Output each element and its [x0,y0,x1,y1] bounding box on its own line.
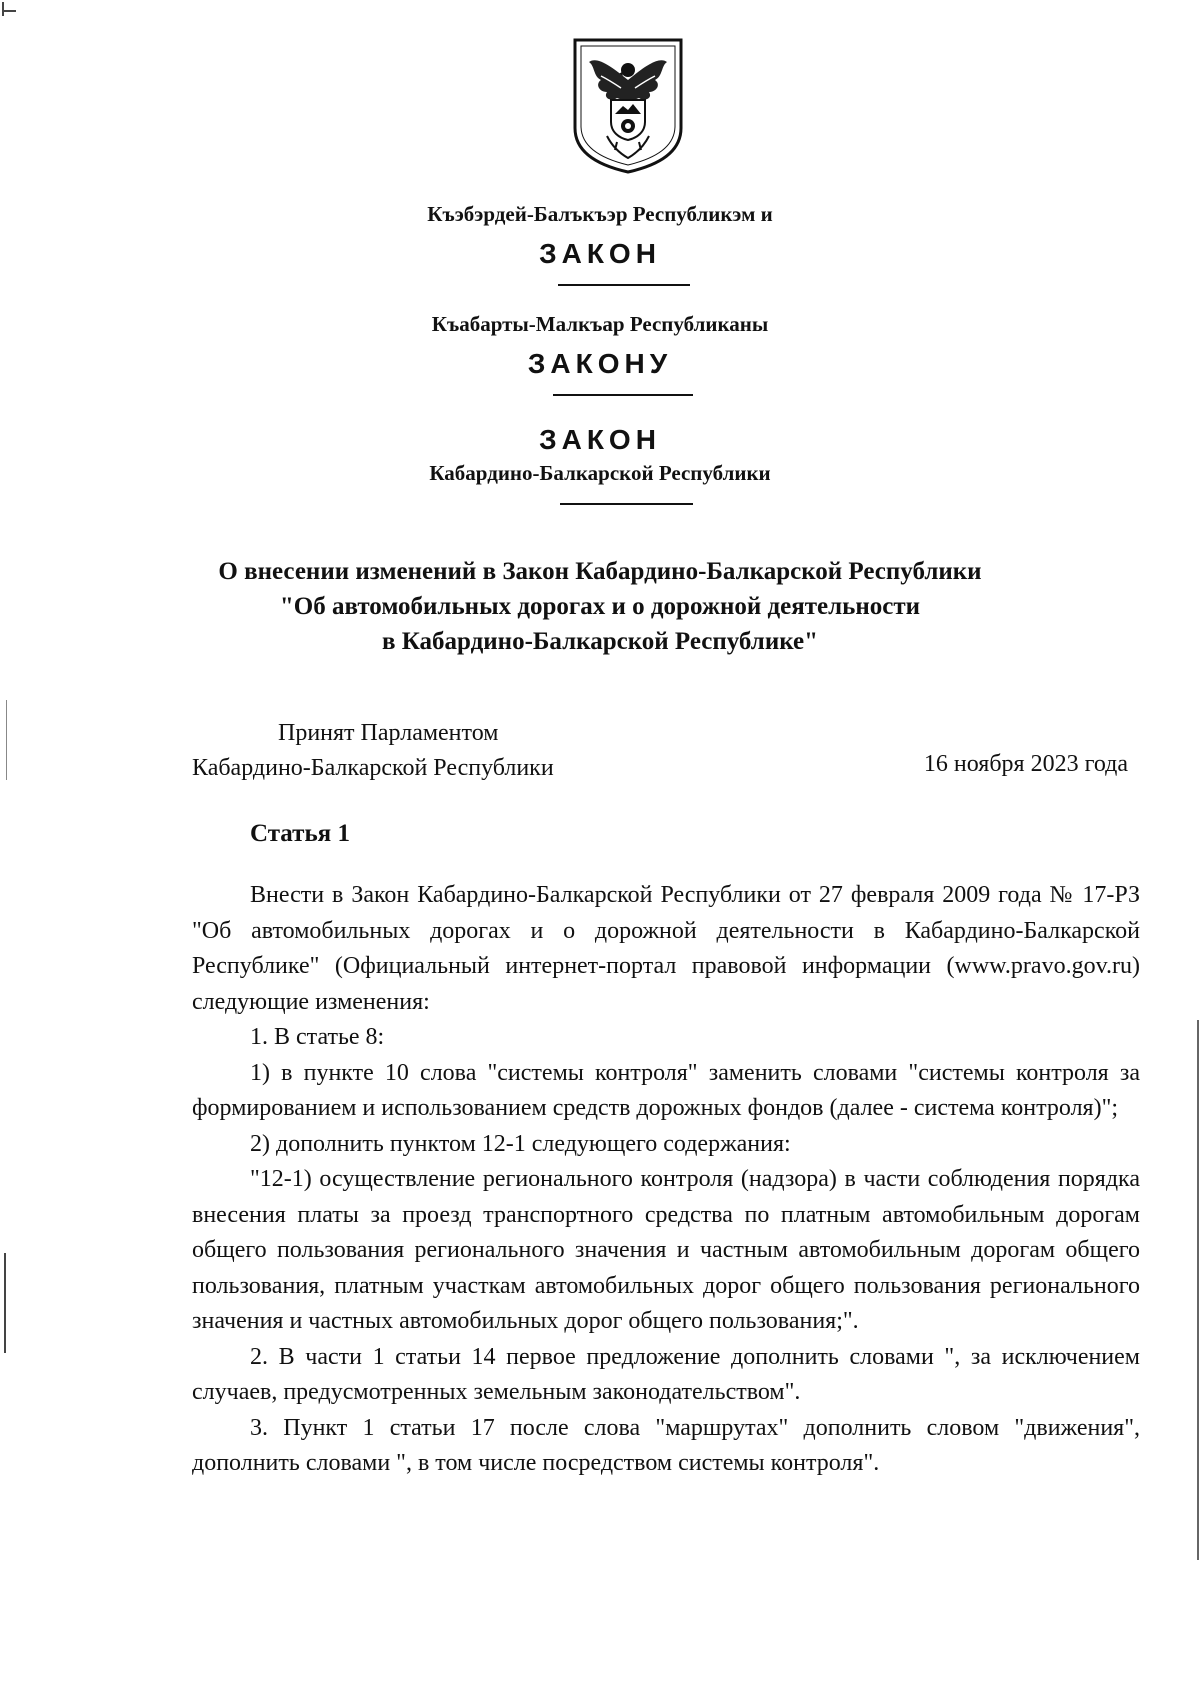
divider-line [560,503,693,505]
adopted-by-parliament: Кабардино-Балкарской Республики [192,755,554,781]
law-title-line: "Об автомобильных дорогах и о дорожной деятельности [279,593,921,620]
article-paragraph: 2) дополнить пунктом 12-1 следующего содержания: [250,1130,791,1157]
article-heading: Статья 1 [250,820,350,847]
kabardian-republic-name: Къэбэрдей-Балъкъэр Республикэм и [427,202,773,226]
divider-line [558,284,690,286]
scan-mark-left [6,700,7,780]
law-title-line: О внесении изменений в Закон Кабардино-Балкарской Республики [218,558,982,585]
russian-law-heading: ЗАКОН [539,424,661,455]
scan-mark-corner [2,10,16,12]
divider-line [553,394,693,396]
balkar-republic-name: Къабарты-Малкъар Республиканы [431,312,769,336]
article-paragraph: 3. Пункт 1 статьи 17 после слова "маршрутах" дополнить словом "движения", дополнить словами ", в том числе посредством системы контроля". [192,1414,1140,1476]
article-body [192,878,1140,1482]
scan-mark-corner [2,2,4,16]
article-paragraph: "12-1) осуществление регионального контроля (надзора) в части соблюдения порядка внесения платы за проезд транспортного средства по платным автомобильным дорогам общего пользования регионального значения и частным автомобильным дорогам общего пользования, платным участкам автомобильных дорог общего пользования регионального значения и частных автомобильных дорог общего пользования;". [192,1166,1140,1334]
article-paragraph: 2. В части 1 статьи 14 первое предложение дополнить словами ", за исключением случаев, предусмотренных земельным законодательством". [192,1343,1140,1405]
law-title-line: в Кабардино-Балкарской Республике" [381,628,818,655]
scan-mark-left [4,1253,6,1353]
adopted-by-line: Принят Парламентом [278,720,499,746]
scan-mark-right [1197,1020,1199,1560]
article-paragraph: Внести в Закон Кабардино-Балкарской Республики от 27 февраля 2009 года № 17-РЗ "Об автомобильных дорогах и о дорожной деятельности в Кабардино-Балкарской Республике" (Официальный интернет-портал правовой информации (www.pravo.gov.ru) следующие изменения: [192,882,1140,1015]
kabardian-law-heading: ЗАКОН [539,238,661,269]
law-title [0,554,1200,659]
article-paragraph: 1) в пункте 10 слова "системы контроля" заменить словами "системы контроля за формированием и использованием средств дорожных фондов (далее - система контроля)"; [192,1059,1140,1121]
article-paragraph: 1. В статье 8: [250,1024,385,1050]
russian-republic-name: Кабардино-Балкарской Республики [429,461,771,485]
coat-of-arms-icon [571,36,685,174]
balkar-law-heading: ЗАКОНУ [527,348,673,379]
adoption-date: 16 ноября 2023 года [923,751,1128,777]
